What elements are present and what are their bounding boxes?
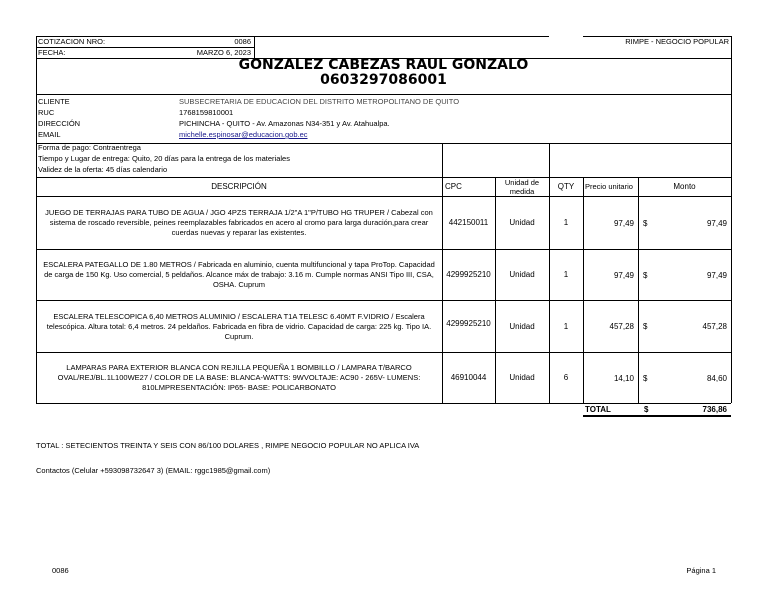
col-precio: Precio unitario [585,182,633,191]
row-currency: $ [643,322,648,331]
row-currency: $ [643,373,648,383]
row-qty: 1 [563,218,569,227]
row-cpc: 46910044 [450,373,487,382]
direccion-label: DIRECCIÓN [38,119,81,128]
cliente-label: CLIENTE [38,97,70,106]
col-descripcion: DESCRIPCIÓN [211,181,267,191]
row-cpc: 4299925210 [446,319,491,328]
total-en-letras: TOTAL : SETECIENTOS TREINTA Y SEIS CON 86/100 DOLARES , RIMPE NEGOCIO POPULAR NO APLICA IVA [36,441,420,450]
row-descripcion: ESCALERA TELESCOPICA 6,40 METROS ALUMINIO / ESCALERA T1A TELESC 6.40MT F.VIDRIO / Escalera telescópica. Altura total: 6,4 metros. 24 peldaños. Fabricada en fibra de vidrio. Capacidad de carga: 225 kg. Tipo IA. Cuprum. [46,311,432,341]
row-monto: 84,60 [706,373,727,383]
provider-name: GONZALEZ CABEZAS RAUL GONZALO [238,57,529,73]
row-monto: 97,49 [706,218,727,228]
row-descripcion: JUEGO DE TERRAJAS PARA TUBO DE AGUA / JGO 4PZS TERRAJA 1/2"A 1"P/TUBO HG TRUPER / Cabezal con sistema de roscado reversible, peines reemplazables fabricados en acero al cromo para larga duración,para crear cuerdas nuevas y reparar las existentes. [45,208,433,237]
row-precio: 97,49 [613,218,634,228]
col-qty: QTY [557,181,575,191]
row-currency: $ [643,270,648,280]
row-unidad: Unidad [509,321,535,331]
row-qty: 6 [563,373,569,382]
total-currency: $ [644,405,649,414]
cotizacion-label: COTIZACION NRO: [38,37,106,46]
row-qty: 1 [563,321,569,331]
row-descripcion: ESCALERA PATEGALLO DE 1.80 METROS / Fabricada en aluminio, cuenta multifuncional y tapa ProTop. Capacidad de carga de 150 Kg. Uso comercial, 5 peldaños. Alcance máx de trabajo: 3.16 m. Cumple normas ANSI Tipo III, CSA, OSHA. Cuprum [43,260,435,289]
fecha-label: FECHA: [38,48,66,57]
row-cpc: 442150011 [448,218,489,227]
ruc-label: RUC [38,108,55,117]
ruc-value: 1768159810001 [179,108,234,117]
page-number: Página 1 [686,566,716,575]
col-cpc: CPC [445,181,462,191]
row-qty: 1 [563,270,569,279]
tiempo-entrega: Tiempo y Lugar de entrega: Quito, 20 días para la entrega de los materiales [38,154,290,163]
row-monto: 457,28 [702,322,727,331]
provider-id: 0603297086001 [320,72,447,88]
total-label: TOTAL [585,405,611,414]
forma-pago: Forma de pago: Contraentrega [38,143,141,152]
fecha-value: MARZO 6, 2023 [196,48,251,57]
email-label: EMAIL [38,130,61,139]
total-value: 736,86 [702,405,727,414]
rimpe-label: RIMPE - NEGOCIO POPULAR [625,37,729,46]
row-unidad: Unidad [509,373,535,382]
col-monto: Monto [673,181,696,191]
row-cpc: 4299925210 [446,270,491,279]
contactos: Contactos (Celular +593098732647 3) (EMAIL: rggc1985@gmail.com) [36,466,271,475]
row-precio: 97,49 [613,270,634,280]
col-unidad: Unidad de medida [504,177,540,196]
cliente-value: SUBSECRETARIA DE EDUCACION DEL DISTRITO METROPOLITANO DE QUITO [179,97,460,106]
row-currency: $ [643,218,648,228]
email-link[interactable]: michelle.espinosar@educacion.gob.ec [179,130,308,139]
row-unidad: Unidad [509,270,535,279]
row-unidad: Unidad [509,218,535,227]
page-footer-id: 0086 [52,566,69,575]
row-monto: 97,49 [706,270,727,280]
cotizacion-number: 0086 [234,37,251,46]
row-precio: 14,10 [613,373,634,383]
direccion-value: PICHINCHA - QUITO - Av. Amazonas N34-351 y Av. Atahualpa. [179,119,390,128]
row-precio: 457,28 [609,322,634,331]
validez-oferta: Validez de la oferta: 45 días calendario [38,165,168,174]
row-descripcion: LAMPARAS PARA EXTERIOR BLANCA CON REJILLA PEQUEÑA 1 BOMBILLO / LAMPARA T/BARCO OVAL/REJ/BL.1L100WE27 / COLOR DE LA BASE: BLANCA-WATTS: 9WVOLTAJE: AC90 - 265V- LUMENS: 810LMPRESENTACIÓN: IP65- BASE: POLICARBONATO [57,363,421,392]
